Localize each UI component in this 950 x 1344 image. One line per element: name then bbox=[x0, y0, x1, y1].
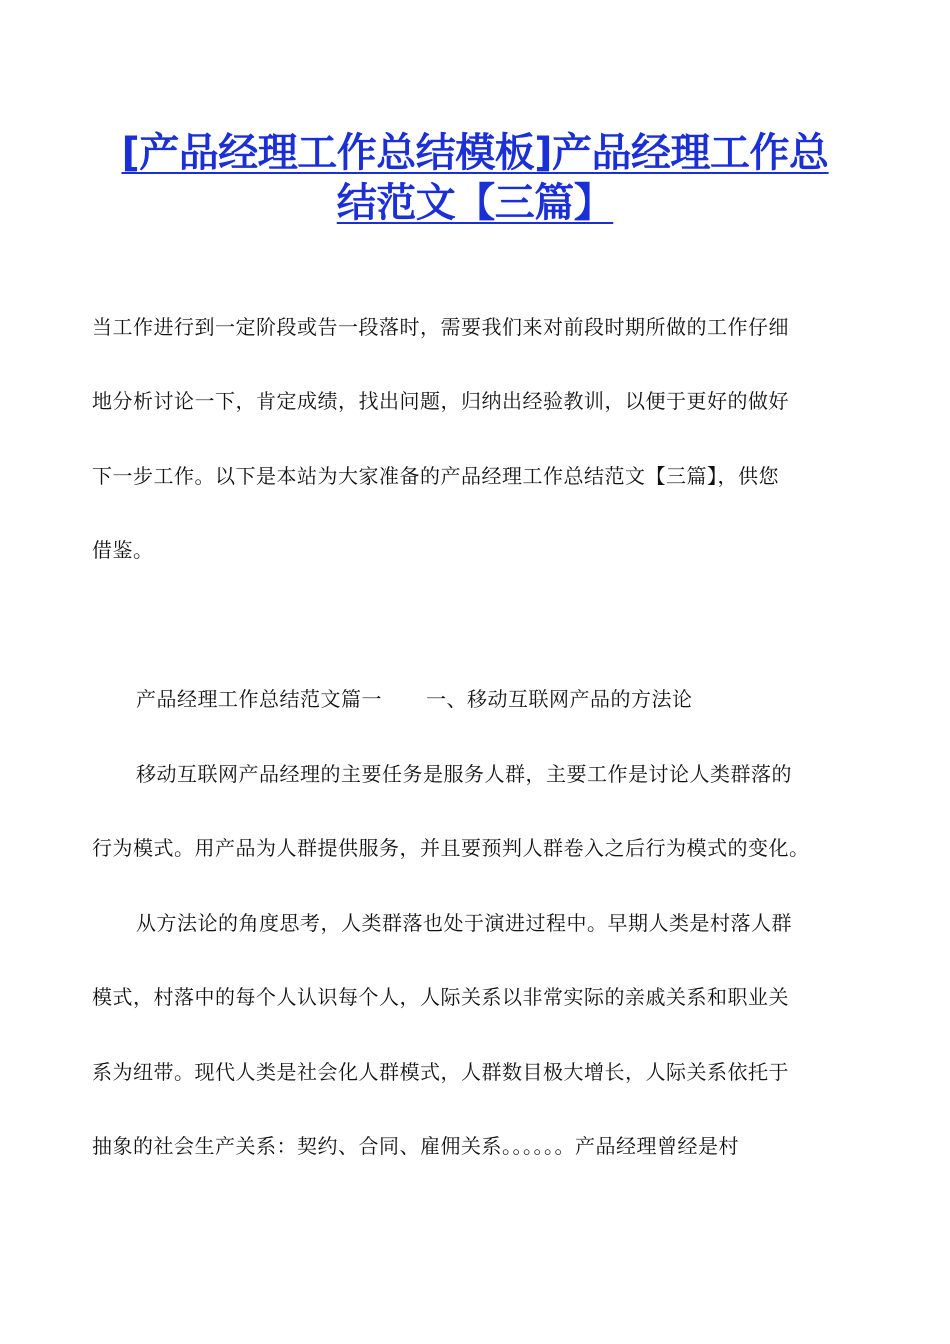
document-title-line-2[interactable]: 结范文【三篇】 bbox=[336, 180, 614, 226]
document-title-line-1[interactable]: [产品经理工作总结模板]产品经理工作总 bbox=[121, 130, 829, 176]
intro-line-3: 下一步工作。以下是本站为大家准备的产品经理工作总结范文【三篇】，供您 bbox=[92, 464, 779, 488]
section-heading bbox=[136, 684, 862, 714]
para2-line-3: 系为纽带。现代人类是社会化人群模式，人群数目极大增长，人际关系依托于 bbox=[92, 1060, 789, 1084]
para1-line-2: 行为模式。用产品为人群提供服务，并且要预判人群卷入之后行为模式的变化。 bbox=[92, 836, 810, 860]
para2-line-4: 抽象的社会生产关系：契约、合同、雇佣关系。。。。。。产品经理曾经是村 bbox=[92, 1134, 739, 1158]
para2-line-2: 模式，村落中的每个人认识每个人，人际关系以非常实际的亲戚关系和职业关 bbox=[92, 985, 789, 1009]
intro-line-2: 地分析讨论一下，肯定成绩，找出问题，归纳出经验教训，以便于更好的做好 bbox=[92, 389, 789, 413]
para1-line-1: 移动互联网产品经理的主要任务是服务人群，主要工作是讨论人类群落的 bbox=[136, 762, 792, 786]
intro-line-1: 当工作进行到一定阶段或告一段落时，需要我们来对前段时期所做的工作仔细 bbox=[92, 315, 789, 339]
section-heading-label: 产品经理工作总结范文篇一 bbox=[136, 687, 382, 711]
section-subheading: 一、移动互联网产品的方法论 bbox=[426, 687, 693, 711]
intro-line-4: 借鉴。 bbox=[92, 538, 154, 562]
para2-line-1: 从方法论的角度思考，人类群落也处于演进过程中。早期人类是村落人群 bbox=[136, 911, 792, 935]
